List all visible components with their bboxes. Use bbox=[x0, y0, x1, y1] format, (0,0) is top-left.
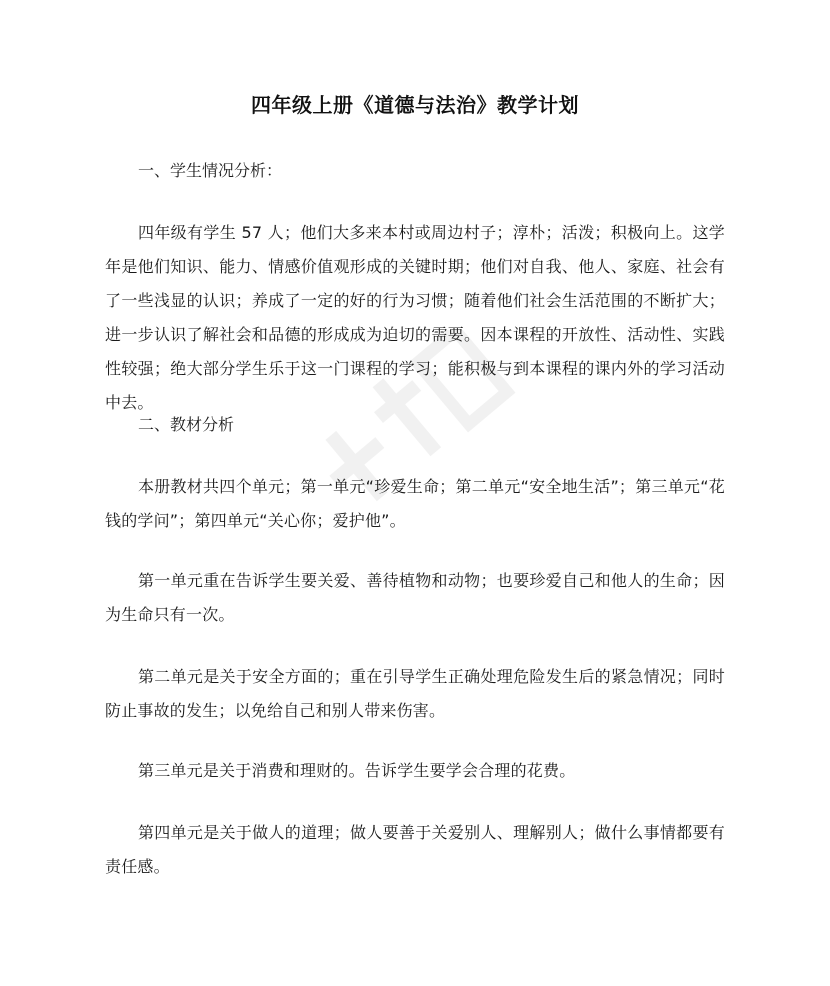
section-heading-student-analysis: 一、学生情况分析： bbox=[138, 161, 283, 180]
paragraph-units-overview: 本册教材共四个单元；第一单元“珍爱生命；第二单元“安全地生活”；第三单元“花钱的学问”；第四单元“关心你；爱护他”。 bbox=[105, 477, 725, 530]
document-title: 四年级上册《道德与法治》教学计划 bbox=[251, 93, 579, 117]
paragraph-unit-2: 第二单元是关于安全方面的；重在引导学生正确处理危险发生后的紧急情况；同时防止事故的发生；以免给自己和别人带来伤害。 bbox=[105, 667, 725, 720]
section-heading-textbook-analysis: 二、教材分析 bbox=[138, 415, 235, 434]
paragraph-unit-3: 第三单元是关于消费和理财的。告诉学生要学会合理的花费。 bbox=[138, 761, 576, 780]
paragraph-unit-1: 第一单元重在告诉学生要关爱、善待植物和动物；也要珍爱自己和他人的生命；因为生命只有一次。 bbox=[105, 571, 725, 624]
paragraph-student-analysis: 四年级有学生 57 人；他们大多来本村或周边村子；淳朴；活泼；积极向上。这学年是他们知识、能力、情感价值观形成的关键时期；他们对自我、他人、家庭、社会有了一些浅显的认识；养成了一定的好的行为习惯；随着他们社会生活范围的不断扩大；进一步认识了解社会和品德的形成成为迫切的需要。因本课程的开放性、活动性、实践性较强；绝大部分学生乐于这一门课程的学习；能积极与到本课程的课内外的学习活动中去。 bbox=[105, 223, 725, 412]
paragraph-unit-4: 第四单元是关于做人的道理；做人要善于关爱别人、理解别人；做什么事情都要有责任感。 bbox=[105, 823, 725, 876]
